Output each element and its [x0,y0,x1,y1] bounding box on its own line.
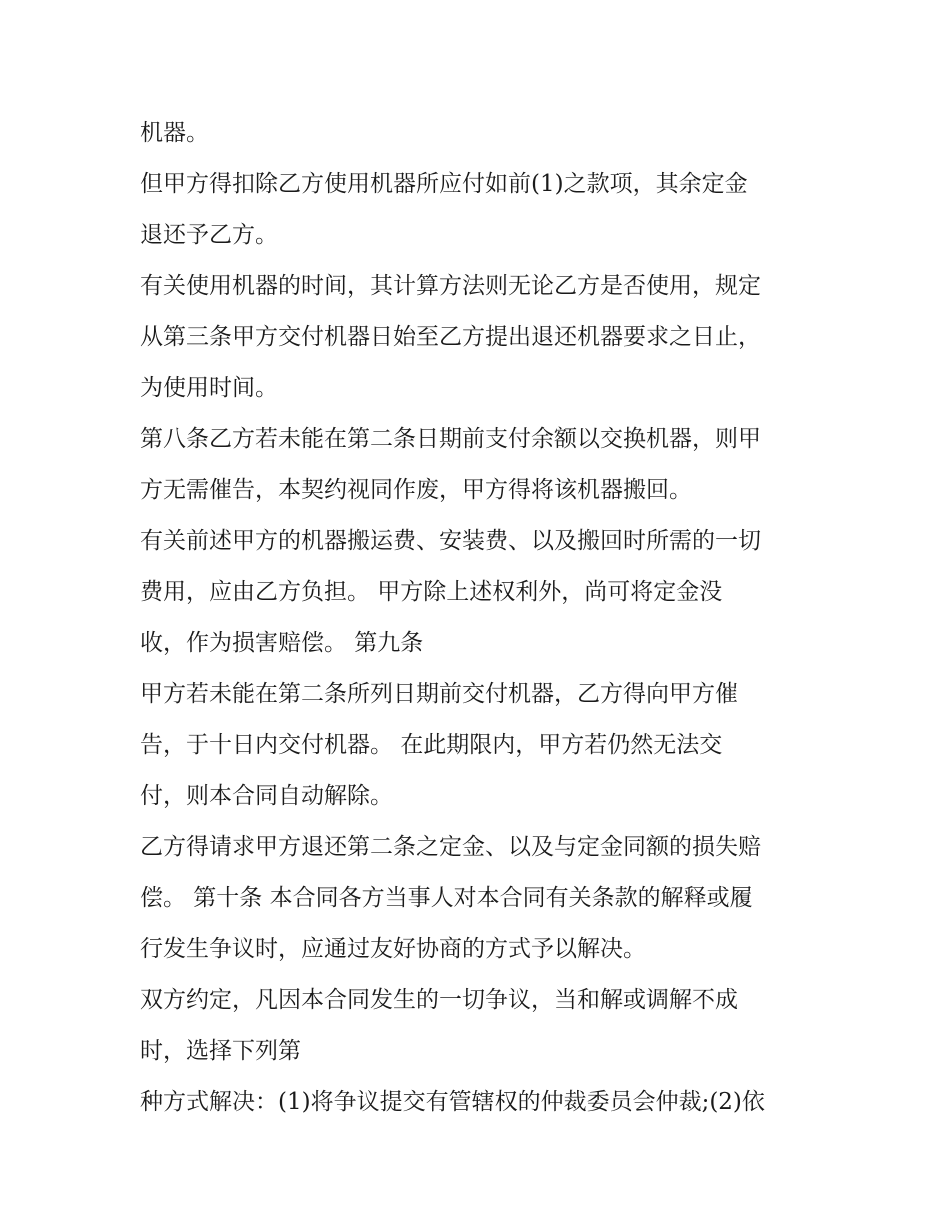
text-line: 机器。 [140,120,209,146]
text-line: 有关前述甲方的机器搬运费、安装费、以及搬回时所需的一切 [140,528,761,554]
text-line: 退还予乙方。 [140,222,278,248]
text-line: 甲方若未能在第二条所列日期前交付机器，乙方得向甲方催 [140,681,738,707]
text-line: 乙方得请求甲方退还第二条之定金、以及与定金同额的损失赔 [140,834,761,860]
document-body [140,108,820,1128]
text-line: 但甲方得扣除乙方使用机器所应付如前(1)之款项，其余定金 [140,171,748,197]
text-line: 付，则本合同自动解除。 [140,783,393,809]
text-line: 为使用时间。 [140,375,278,401]
text-line: 双方约定，凡因本合同发生的一切争议，当和解或调解不成 [140,987,738,1013]
text-line: 方无需催告，本契约视同作废，甲方得将该机器搬回。 [140,477,692,503]
text-line: 偿。 第十条 本合同各方当事人对本合同有关条款的解释或履 [140,885,753,911]
text-line: 种方式解决：(1)将争议提交有管辖权的仲裁委员会仲裁;(2)依 [140,1089,765,1115]
text-line: 告，于十日内交付机器。 在此期限内，甲方若仍然无法交 [140,732,723,758]
text-line: 从第三条甲方交付机器日始至乙方提出退还机器要求之日止， [140,324,761,350]
text-line: 时，选择下列第 [140,1038,301,1064]
text-line: 有关使用机器的时间，其计算方法则无论乙方是否使用，规定 [140,273,761,299]
text-line: 收，作为损害赔偿。 第九条 [140,630,424,656]
text-line: 第八条乙方若未能在第二条日期前支付余额以交换机器，则甲 [140,426,761,452]
text-line: 费用，应由乙方负担。 甲方除上述权利外，尚可将定金没 [140,579,723,605]
text-line: 行发生争议时，应通过友好协商的方式予以解决。 [140,936,646,962]
